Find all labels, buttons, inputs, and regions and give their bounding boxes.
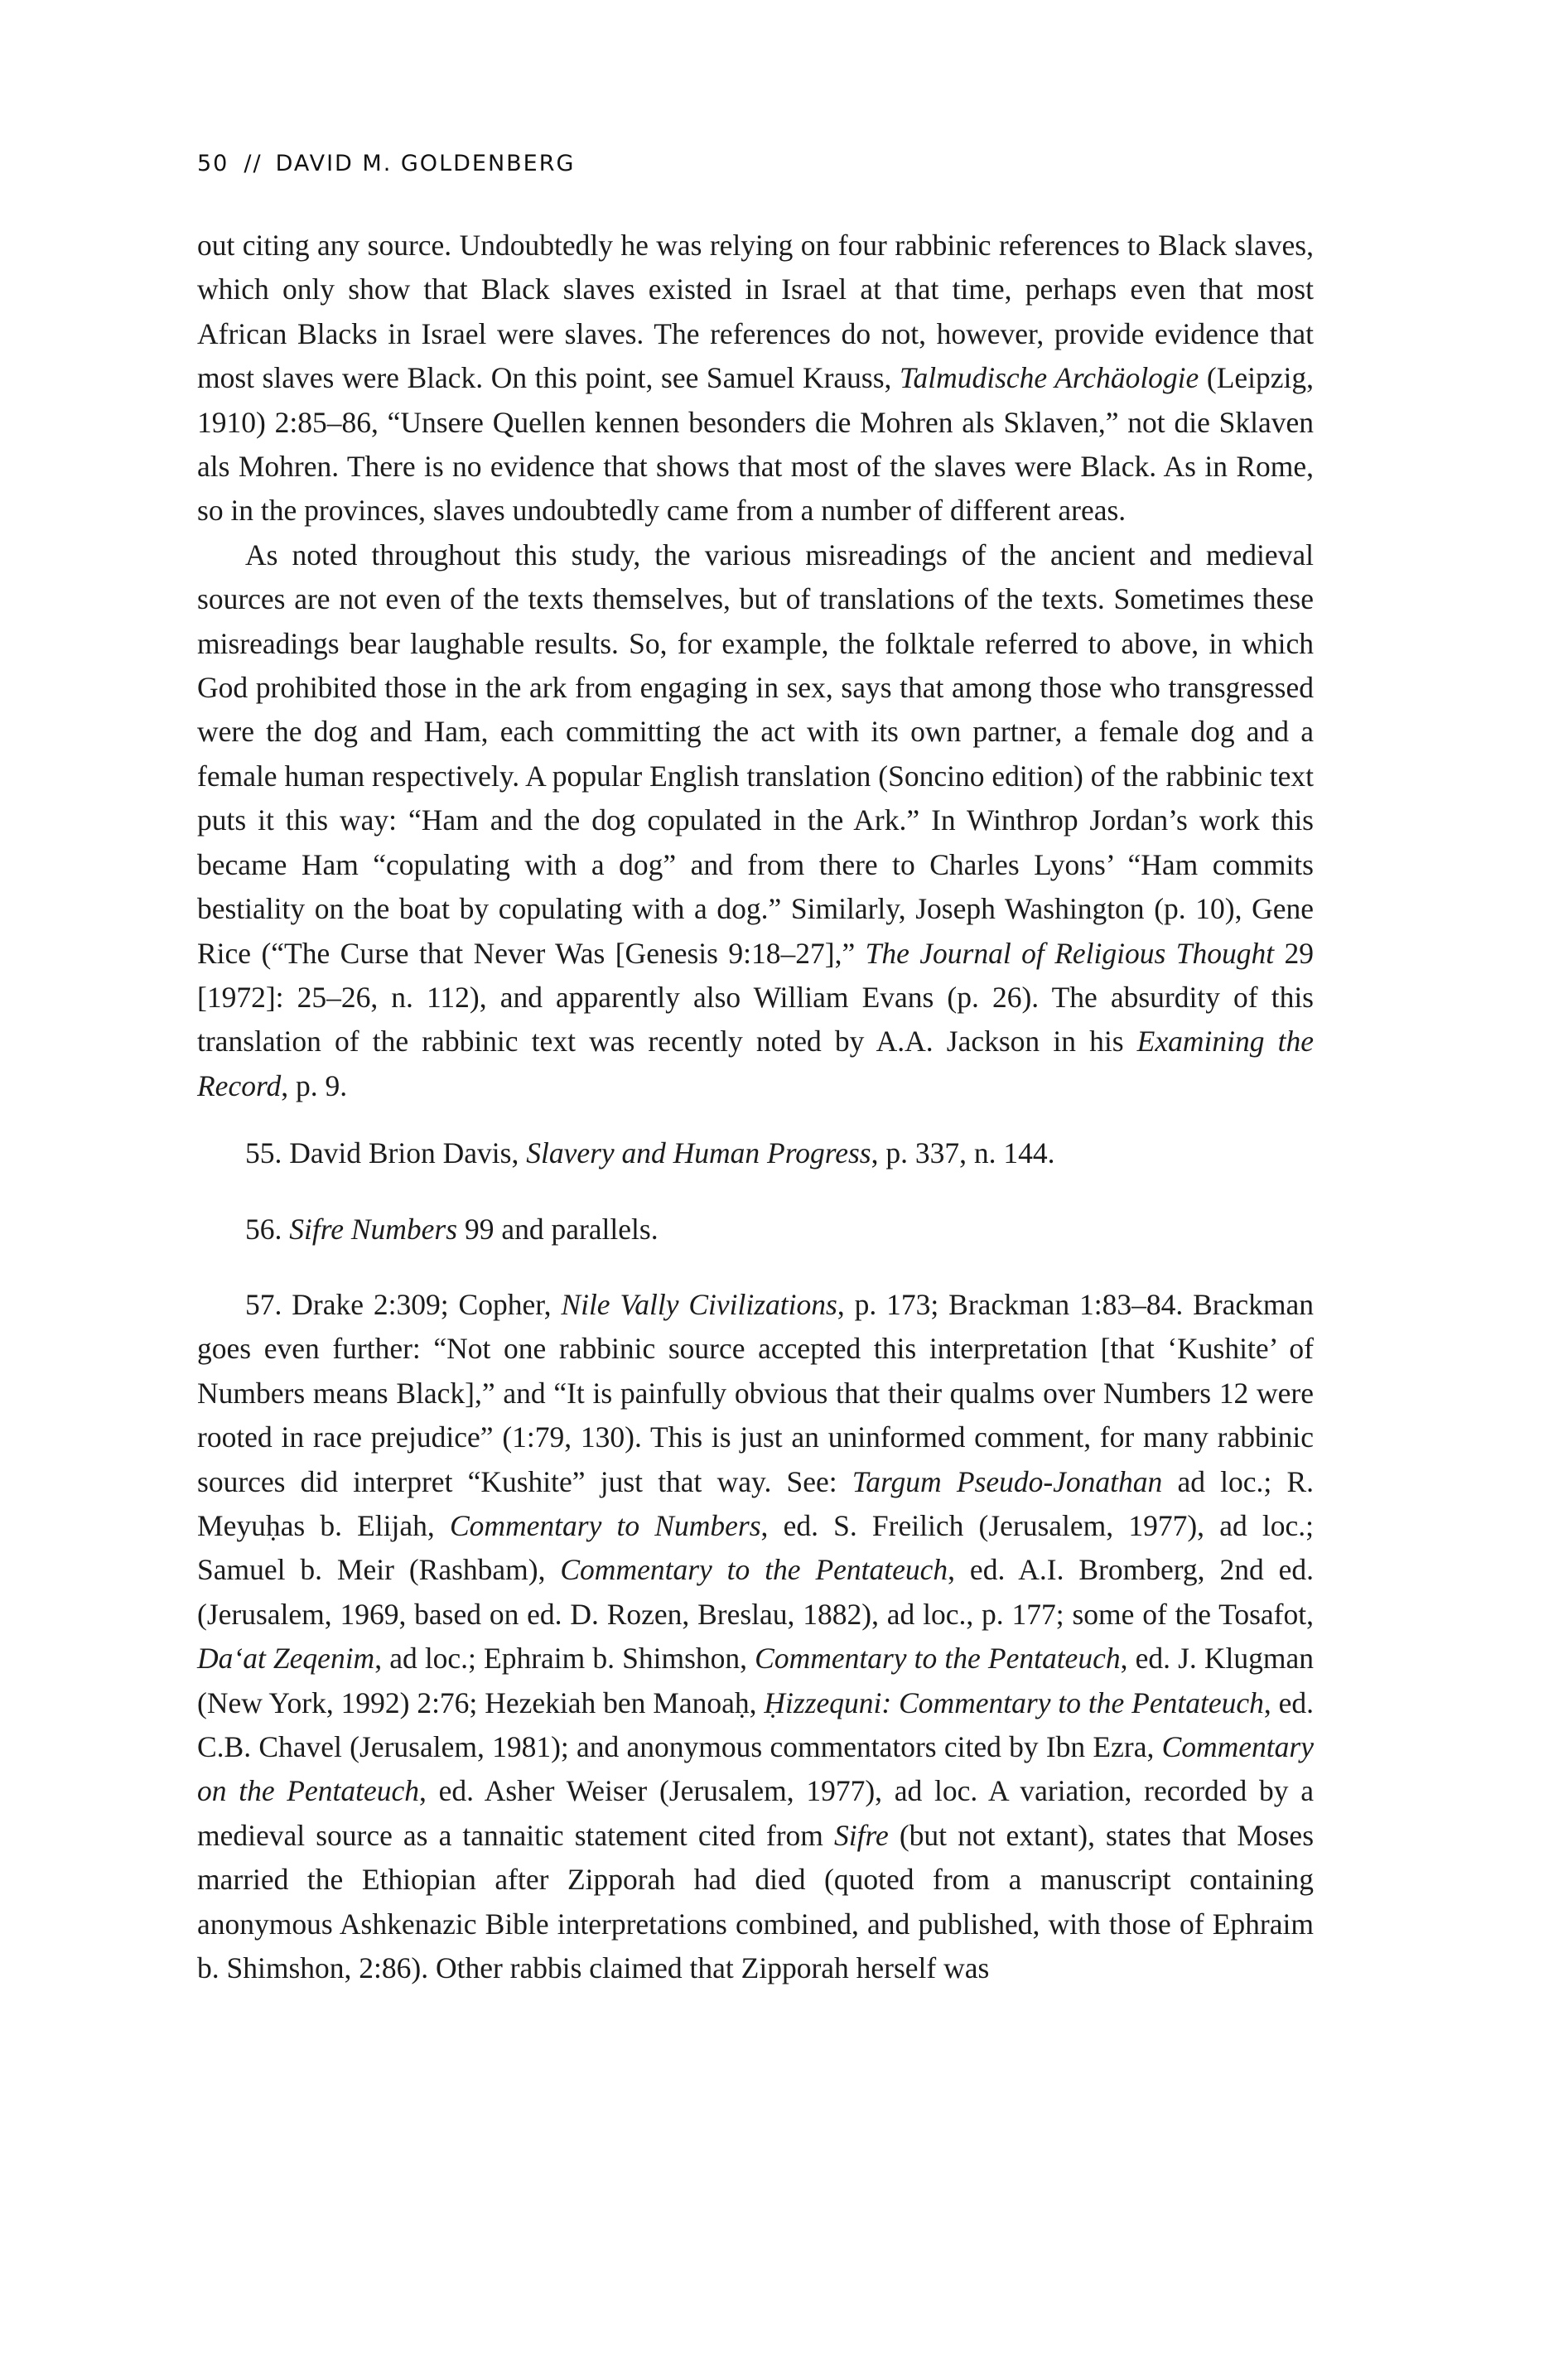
- footnote-57: [197, 1283, 1314, 1991]
- text-run: , ed. C.B. Chavel (Jerusalem, 1981); and anonymous commentators cited by Ibn Ezra,: [197, 1685, 1314, 1763]
- italic-title: Commentary to the Pentateuch: [755, 1642, 1121, 1676]
- text-run: , ed. J. Klugman (New York, 1992) 2:76; Hezekiah ben Manoaḥ,: [197, 1642, 1314, 1719]
- header-separator: //: [244, 151, 263, 176]
- text-run: 56.: [245, 1212, 290, 1246]
- text-run: 99 and parallels.: [457, 1212, 659, 1246]
- italic-title: Targum Pseudo-Jonathan: [852, 1464, 1163, 1498]
- text-run: , p. 337, n. 144.: [871, 1136, 1055, 1170]
- text-run: , p. 9.: [281, 1068, 348, 1102]
- text-run: 29 [1972]: 25–26, n. 112), and apparently also William Evans (p. 26). The absurdity of this translation of the rabbinic text was recently noted by A.A. Jackson in his: [197, 936, 1315, 1059]
- italic-title: Slavery and Human Progress: [526, 1136, 871, 1170]
- italic-title: Examining the Record: [197, 1025, 1314, 1102]
- text-run: ad loc.; R. Meyuḥas b. Elijah,: [197, 1464, 1314, 1542]
- italic-title: The Journal of Religious Thought: [865, 936, 1275, 970]
- page-body: [197, 224, 1314, 1990]
- text-run: out citing any source. Undoubtedly he was relying on four rabbinic references to Black slaves, which only show that Black slaves existed in Israel at that time, perhaps even that most African Blacks in Israel were slaves. The references do not, however, provide evidence that most slaves were Black. On this point, see Samuel Krauss,: [197, 229, 1314, 395]
- page-number: 50: [197, 151, 229, 176]
- text-run: , ed. S. Freilich (Jerusalem, 1977), ad loc.; Samuel b. Meir (Rashbam),: [197, 1508, 1314, 1587]
- running-head: [197, 151, 575, 176]
- italic-title: Sifre: [834, 1818, 889, 1852]
- author-name: DAVID M. GOLDENBERG: [275, 151, 576, 176]
- text-run: (Leipzig, 1910) 2:85–86, “Unsere Quellen kennen besonders die Mohren als Sklaven,” not die Sklaven als Mohren. There is no evidence that shows that most of the slaves were Black. As in Rome, so in the provinces, slaves undoubtedly came from a number of different areas.: [197, 361, 1314, 528]
- text-run: 57. Drake 2:309; Copher,: [245, 1287, 562, 1321]
- italic-title: Sifre Numbers: [289, 1212, 458, 1246]
- paragraph-misreadings: [197, 533, 1314, 1108]
- text-run: , ad loc.; Ephraim b. Shimshon,: [374, 1642, 755, 1676]
- text-run: , ed. Asher Weiser (Jerusalem, 1977), ad loc. A variation, recorded by a medieval source as a tannaitic statement cited from: [197, 1774, 1314, 1852]
- text-run: , ed. A.I. Bromberg, 2nd ed. (Jerusalem, 1969, based on ed. D. Rozen, Breslau, 1882), ad loc., p. 177; some of the Tosafot,: [197, 1553, 1314, 1631]
- text-run: , p. 173; Brackman 1:83–84. Brackman goes even further: “Not one rabbinic source accepted this interpretation [that ‘Kushite’ of Numbers means Black],” and “It is painfully obvious that their qualms over Numbers 12 were rooted in race prejudice” (1:79, 130). This is just an uninformed comment, for many rabbinic sources did interpret “Kushite” just that way. See:: [197, 1287, 1314, 1498]
- italic-title: Nile Vally Civilizations: [561, 1287, 837, 1321]
- italic-title: Da‘at Zeqenim: [197, 1642, 375, 1676]
- footnote-55: [197, 1131, 1314, 1175]
- footnote-56: [197, 1208, 1314, 1251]
- text-run: 55. David Brion Davis,: [245, 1136, 527, 1170]
- text-run: (but not extant), states that Moses married the Ethiopian after Zipporah had died (quoted from a manuscript containing anonymous Ashkenazic Bible interpretations combined, and published, with those of Ephraim b. Shimshon, 2:86). Other rabbis claimed that Zipporah herself was: [197, 1818, 1315, 1985]
- italic-title: Talmudische Archäologie: [900, 361, 1199, 395]
- paragraph-continued: [197, 224, 1314, 533]
- italic-title: Commentary to the Pentateuch: [560, 1553, 948, 1587]
- italic-title: Ḥizzequni: Commentary to the Pentateuch: [764, 1685, 1264, 1719]
- italic-title: Commentary on the Pentateuch: [197, 1730, 1314, 1808]
- text-run: As noted throughout this study, the various misreadings of the ancient and medieval sources are not even of the texts themselves, but of translations of the texts. Sometimes these misreadings bear laughable results. So, for example, the folktale referred to above, in which God prohibited those in the ark from engaging in sex, says that among those who transgressed were the dog and Ham, each committing the act with its own partner, a female dog and a female human respectively. A popular English translation (Soncino edition) of the rabbinic text puts it this way: “Ham and the dog copulated in the Ark.” In Winthrop Jordan’s work this became Ham “copulating with a dog” and from there to Charles Lyons’ “Ham commits bestiality on the boat by copulating with a dog.” Similarly, Joseph Washington (p. 10), Gene Rice (“The Curse that Never Was [Genesis 9:18–27],”: [197, 538, 1314, 970]
- italic-title: Commentary to Numbers: [449, 1508, 761, 1542]
